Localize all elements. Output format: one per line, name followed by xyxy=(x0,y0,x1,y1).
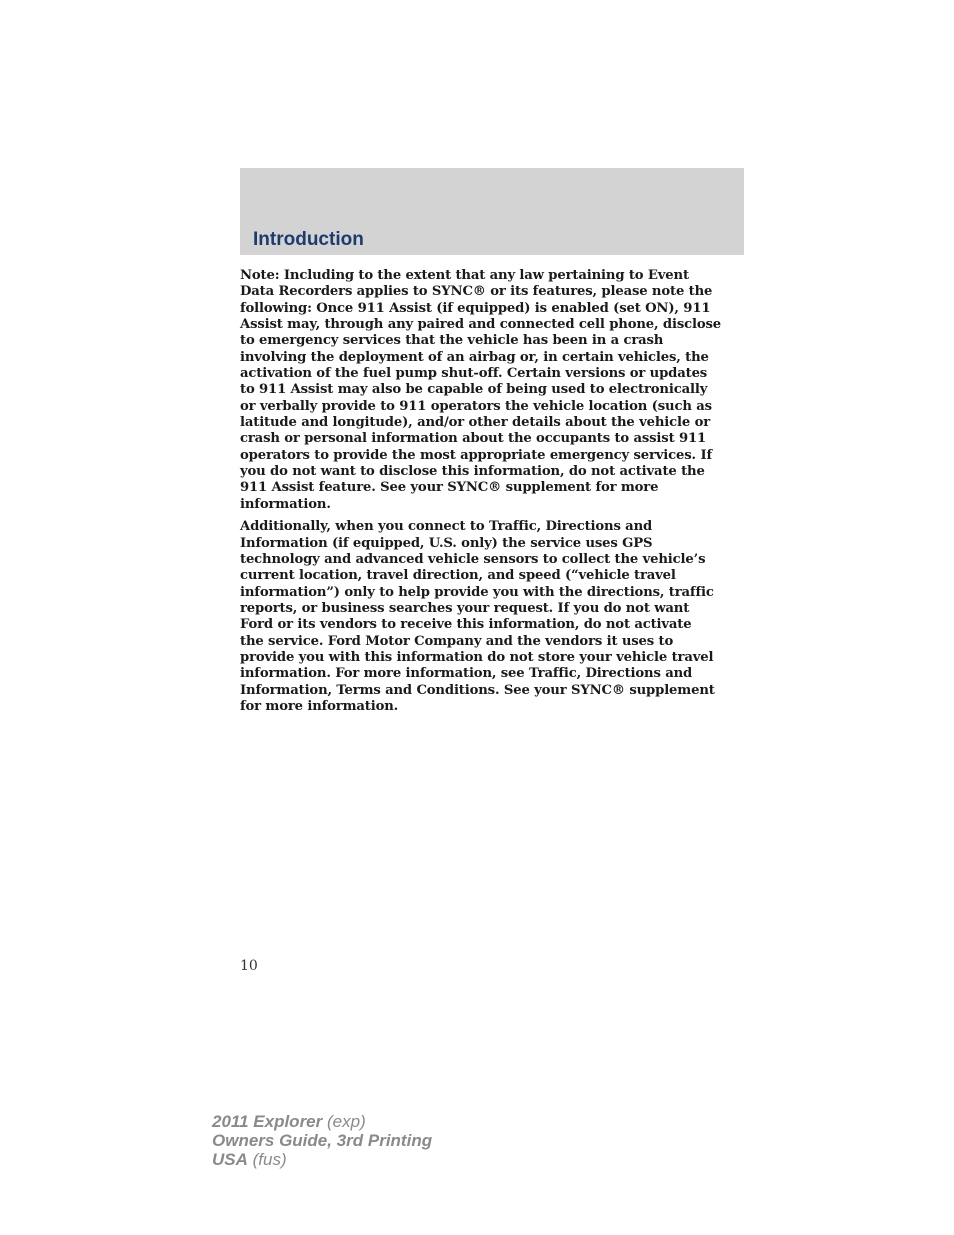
text-line: information. For more information, see Traffic, Directions and xyxy=(240,666,693,682)
text-line: information”) only to help provide you with the directions, traffic xyxy=(240,584,714,600)
text-line: activation of the fuel pump shut-off. Certain versions or updates xyxy=(240,366,708,382)
text-line: to 911 Assist may also be capable of being used to electronically xyxy=(240,382,708,398)
footer-line-market xyxy=(212,1150,432,1169)
text-line: for more information. xyxy=(240,698,399,714)
text-line: the service. Ford Motor Company and the vendors it uses to xyxy=(240,633,674,649)
paragraph-911-assist xyxy=(240,268,746,513)
text-line: Information, Terms and Conditions. See your SYNC® supplement xyxy=(240,682,715,698)
document-footer xyxy=(212,1112,432,1169)
text-line: Information (if equipped, U.S. only) the service uses GPS xyxy=(240,535,653,551)
footer-model-code: (exp) xyxy=(327,1112,366,1131)
paragraph-traffic-directions xyxy=(240,519,746,715)
text-line: Note: Including to the extent that any law pertaining to Event xyxy=(240,268,689,283)
text-line: provide you with this information do not store your vehicle travel xyxy=(240,649,714,665)
text-line: or verbally provide to 911 operators the vehicle location (such as xyxy=(240,398,712,414)
text-line: current location, travel direction, and speed (“vehicle travel xyxy=(240,568,676,584)
text-line: latitude and longitude), and/or other details about the vehicle or xyxy=(240,415,711,431)
text-line: Assist may, through any paired and connected cell phone, disclose xyxy=(240,317,722,333)
text-line: Data Recorders applies to SYNC® or its features, please note the xyxy=(240,284,713,300)
text-line: you do not want to disclose this information, do not activate the xyxy=(240,464,705,480)
text-line: reports, or business searches your request. If you do not want xyxy=(240,600,690,616)
footer-line-guide xyxy=(212,1131,432,1150)
text-line: crash or personal information about the occupants to assist 911 xyxy=(240,431,707,447)
footer-line-model xyxy=(212,1112,432,1131)
text-line: operators to provide the most appropriate emergency services. If xyxy=(240,447,712,463)
text-line: Ford or its vendors to receive this information, do not activate xyxy=(240,617,692,633)
section-header-band xyxy=(240,168,744,255)
text-line: to emergency services that the vehicle has been in a crash xyxy=(240,333,664,349)
text-line: information. xyxy=(240,496,331,512)
text-line: 911 Assist feature. See your SYNC® supplement for more xyxy=(240,480,659,496)
text-line: involving the deployment of an airbag or, in certain vehicles, the xyxy=(240,349,709,365)
footer-market: USA xyxy=(212,1150,248,1169)
text-line: technology and advanced vehicle sensors to collect the vehicle’s xyxy=(240,551,706,567)
page-number: 10 xyxy=(240,958,258,974)
footer-model: 2011 Explorer xyxy=(212,1112,323,1131)
text-line: following: Once 911 Assist (if equipped) is enabled (set ON), 911 xyxy=(240,300,711,316)
section-title: Introduction xyxy=(253,229,364,250)
body-text xyxy=(240,268,746,721)
footer-guide: Owners Guide, 3rd Printing xyxy=(212,1131,433,1150)
footer-market-code: (fus) xyxy=(252,1150,287,1169)
text-line: Additionally, when you connect to Traffic, Directions and xyxy=(240,519,653,535)
